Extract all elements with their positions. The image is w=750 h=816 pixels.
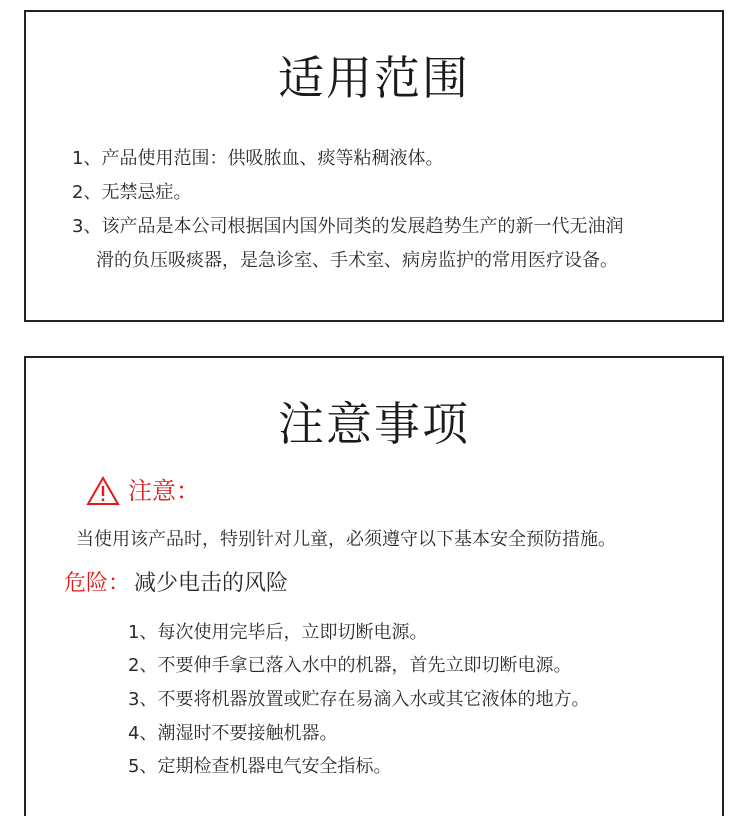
danger-heading — [64, 566, 288, 598]
scope-item-continuation: 滑的负压吸痰器，是急诊室、手术室、病房监护的常用医疗设备。 — [96, 250, 618, 271]
notice-panel — [24, 356, 724, 816]
scope-item: 1、产品使用范围：供吸脓血、痰等粘稠液体。 — [72, 148, 444, 169]
danger-text: 减少电击的风险 — [134, 571, 289, 596]
notice-item: 1、每次使用完毕后，立即切断电源。 — [128, 622, 428, 643]
scope-item: 2、无禁忌症。 — [72, 182, 192, 203]
scope-title: 适用范围 — [278, 51, 470, 105]
scope-item: 3、该产品是本公司根据国内国外同类的发展趋势生产的新一代无油润 — [72, 216, 624, 237]
notice-item: 4、潮湿时不要接触机器。 — [128, 723, 338, 744]
notice-title: 注意事项 — [278, 397, 470, 451]
warning-triangle-icon — [86, 476, 120, 506]
warning-label: 注意： — [128, 477, 200, 505]
notice-item: 2、不要伸手拿已落入水中的机器，首先立即切断电源。 — [128, 655, 572, 676]
notice-intro: 当使用该产品时，特别针对儿童，必须遵守以下基本安全预防措施。 — [76, 529, 616, 550]
warning-heading — [86, 474, 200, 508]
notice-item: 5、定期检查机器电气安全指标。 — [128, 756, 392, 777]
scope-panel — [24, 10, 724, 322]
notice-item: 3、不要将机器放置或贮存在易滴入水或其它液体的地方。 — [128, 689, 590, 710]
danger-label: 危险： — [64, 571, 131, 596]
